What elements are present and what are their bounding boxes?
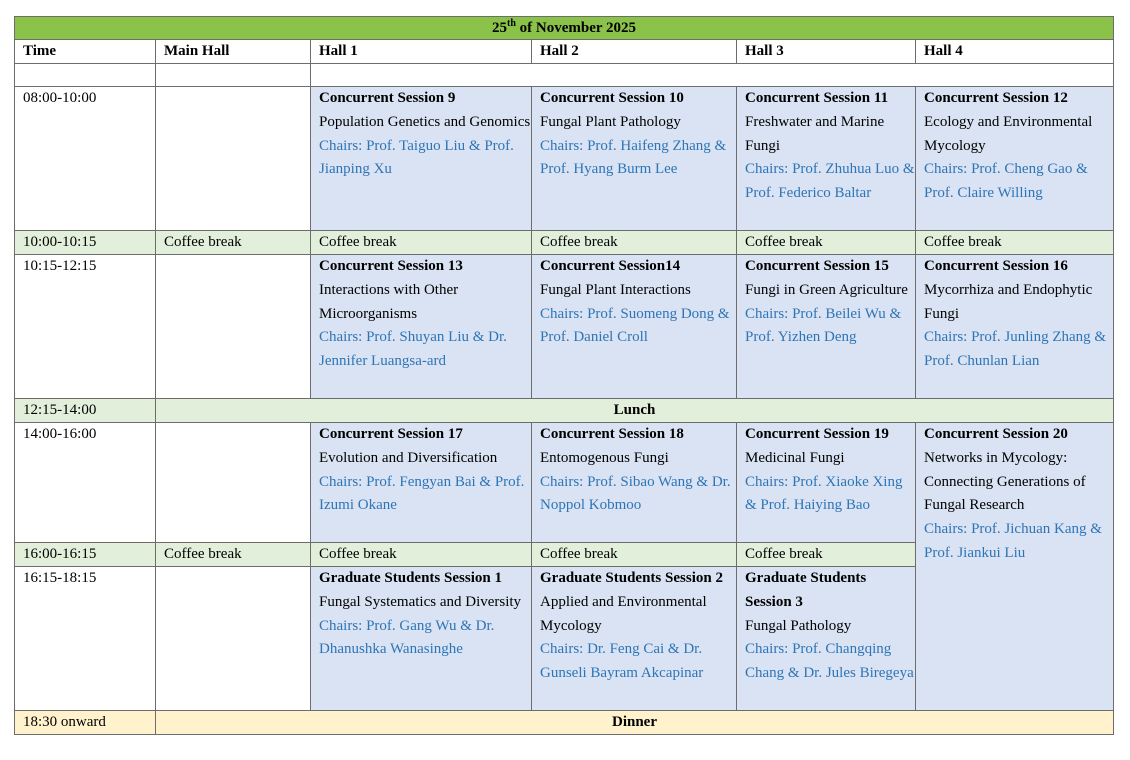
empty-cell xyxy=(311,64,1114,87)
session-chairs: Chairs: Prof. Shuyan Liu & Dr. Jennifer Luangsa-ard xyxy=(319,329,507,370)
header-main-hall: Main Hall xyxy=(156,40,311,64)
session-cell-cs9 xyxy=(311,87,532,231)
coffee-break-cell: Coffee break xyxy=(156,543,311,567)
session-topic: Medicinal Fungi xyxy=(745,449,845,466)
session-title: Concurrent Session 15 xyxy=(745,258,889,274)
session-chairs: Chairs: Prof. Zhuhua Luo & Prof. Federico Baltar xyxy=(745,161,915,202)
time-cell: 18:30 onward xyxy=(15,711,156,735)
session-chairs: Chairs: Prof. Taiguo Liu & Prof. Jianping Xu xyxy=(319,137,514,178)
header-time: Time xyxy=(15,40,156,64)
session-topic: Entomogenous Fungi xyxy=(540,449,669,466)
session-title: Graduate Students Session 3 xyxy=(745,570,867,610)
session-chairs: Chairs: Prof. Gang Wu & Dr. Dhanushka Wanasinghe xyxy=(319,617,495,658)
time-cell: 16:00-16:15 xyxy=(15,543,156,567)
date-title: 25th of November 2025 xyxy=(15,17,1114,40)
session-title: Concurrent Session 11 xyxy=(745,90,889,106)
dinner-cell: Dinner xyxy=(156,711,1114,735)
session-topic: Fungal Plant Interactions xyxy=(540,281,691,298)
time-cell: 08:00-10:00 xyxy=(15,87,156,231)
session-chairs: Chairs: Prof. Sibao Wang & Dr. Noppol Kobmoo xyxy=(540,473,731,514)
session-chairs: Chairs: Prof. Fengyan Bai & Prof. Izumi Okane xyxy=(319,473,525,514)
session-topic: Mycorrhiza and Endophytic Fungi xyxy=(924,281,1093,322)
session-topic: Population Genetics and Genomics xyxy=(319,113,531,130)
table-row xyxy=(15,423,1114,543)
coffee-break-cell: Coffee break xyxy=(311,543,532,567)
time-cell: 16:15-18:15 xyxy=(15,567,156,711)
schedule-table xyxy=(14,16,1114,735)
date-row xyxy=(15,17,1114,40)
session-topic: Evolution and Diversification xyxy=(319,449,498,466)
header-hall-1: Hall 1 xyxy=(311,40,532,64)
session-chairs: Chairs: Prof. Junling Zhang & Prof. Chunlan Lian xyxy=(924,329,1107,370)
session-topic: Applied and Environmental Mycology xyxy=(540,593,707,634)
session-chairs: Chairs: Prof. Xiaoke Xing & Prof. Haiying Bao xyxy=(745,473,903,514)
coffee-break-cell: Coffee break xyxy=(311,231,532,255)
header-hall-2: Hall 2 xyxy=(532,40,737,64)
session-cell-cs10 xyxy=(532,87,737,231)
coffee-break-cell: Coffee break xyxy=(532,543,737,567)
session-title: Concurrent Session 13 xyxy=(319,258,463,274)
coffee-break-cell: Coffee break xyxy=(737,543,916,567)
session-cell-cs13 xyxy=(311,255,532,399)
table-row xyxy=(15,255,1114,399)
session-topic: Fungal Plant Pathology xyxy=(540,113,681,130)
empty-cell xyxy=(156,567,311,711)
session-title: Concurrent Session14 xyxy=(540,258,681,274)
session-title: Graduate Students Session 2 xyxy=(540,570,723,586)
time-cell: 10:00-10:15 xyxy=(15,231,156,255)
session-chairs: Chairs: Prof. Suomeng Dong & Prof. Daniel Croll xyxy=(540,305,730,346)
session-chairs: Chairs: Prof. Cheng Gao & Prof. Claire Willing xyxy=(924,161,1088,202)
coffee-break-cell: Coffee break xyxy=(916,231,1114,255)
session-chairs: Chairs: Prof. Beilei Wu & Prof. Yizhen Deng xyxy=(745,305,902,346)
session-cell-cs12 xyxy=(916,87,1114,231)
session-topic: Interactions with Other Microorganisms xyxy=(319,281,459,322)
session-cell-cs18 xyxy=(532,423,737,543)
session-cell-gs3 xyxy=(737,567,916,711)
session-cell-cs17 xyxy=(311,423,532,543)
time-cell: 10:15-12:15 xyxy=(15,255,156,399)
empty-cell xyxy=(156,255,311,399)
session-topic: Freshwater and Marine Fungi xyxy=(745,113,885,154)
session-chairs: Chairs: Dr. Feng Cai & Dr. Gunseli Bayram Akcapinar xyxy=(540,641,704,682)
session-topic: Fungi in Green Agriculture xyxy=(745,281,908,298)
session-cell-cs15 xyxy=(737,255,916,399)
coffee-break-cell: Coffee break xyxy=(156,231,311,255)
session-title: Concurrent Session 10 xyxy=(540,90,684,106)
table-row xyxy=(15,87,1114,231)
session-cell-gs2 xyxy=(532,567,737,711)
spacer-row xyxy=(15,64,1114,87)
time-cell: 12:15-14:00 xyxy=(15,399,156,423)
empty-cell xyxy=(15,64,156,87)
session-title: Graduate Students Session 1 xyxy=(319,570,502,586)
session-title: Concurrent Session 16 xyxy=(924,258,1068,274)
session-cell-cs11 xyxy=(737,87,916,231)
session-title: Concurrent Session 20 xyxy=(924,426,1068,442)
empty-cell xyxy=(156,423,311,543)
session-cell-cs20 xyxy=(916,423,1114,711)
session-chairs: Chairs: Prof. Jichuan Kang & Prof. Jiankui Liu xyxy=(924,521,1102,561)
session-cell-cs14 xyxy=(532,255,737,399)
session-chairs: Chairs: Prof. Haifeng Zhang & Prof. Hyang Burm Lee xyxy=(540,137,727,178)
session-cell-cs16 xyxy=(916,255,1114,399)
session-title: Concurrent Session 12 xyxy=(924,90,1068,106)
header-hall-3: Hall 3 xyxy=(737,40,916,64)
session-topic: Fungal Pathology xyxy=(745,617,852,634)
table-row xyxy=(15,231,1114,255)
header-row xyxy=(15,40,1114,64)
session-chairs: Chairs: Prof. Changqing Chang & Dr. Jules Biregeya xyxy=(745,641,914,682)
empty-cell xyxy=(156,87,311,231)
session-topic: Ecology and Environmental Mycology xyxy=(924,113,1093,154)
table-row xyxy=(15,711,1114,735)
session-title: Concurrent Session 19 xyxy=(745,426,889,442)
session-title: Concurrent Session 18 xyxy=(540,426,684,442)
session-topic: Networks in Mycology: Connecting Generations of Fungal Research xyxy=(924,449,1086,514)
session-topic: Fungal Systematics and Diversity xyxy=(319,593,522,610)
coffee-break-cell: Coffee break xyxy=(737,231,916,255)
session-title: Concurrent Session 17 xyxy=(319,426,463,442)
lunch-cell: Lunch xyxy=(156,399,1114,423)
empty-cell xyxy=(156,64,311,87)
session-title: Concurrent Session 9 xyxy=(319,90,456,106)
session-cell-gs1 xyxy=(311,567,532,711)
coffee-break-cell: Coffee break xyxy=(532,231,737,255)
session-cell-cs19 xyxy=(737,423,916,543)
table-row xyxy=(15,399,1114,423)
header-hall-4: Hall 4 xyxy=(916,40,1114,64)
time-cell: 14:00-16:00 xyxy=(15,423,156,543)
